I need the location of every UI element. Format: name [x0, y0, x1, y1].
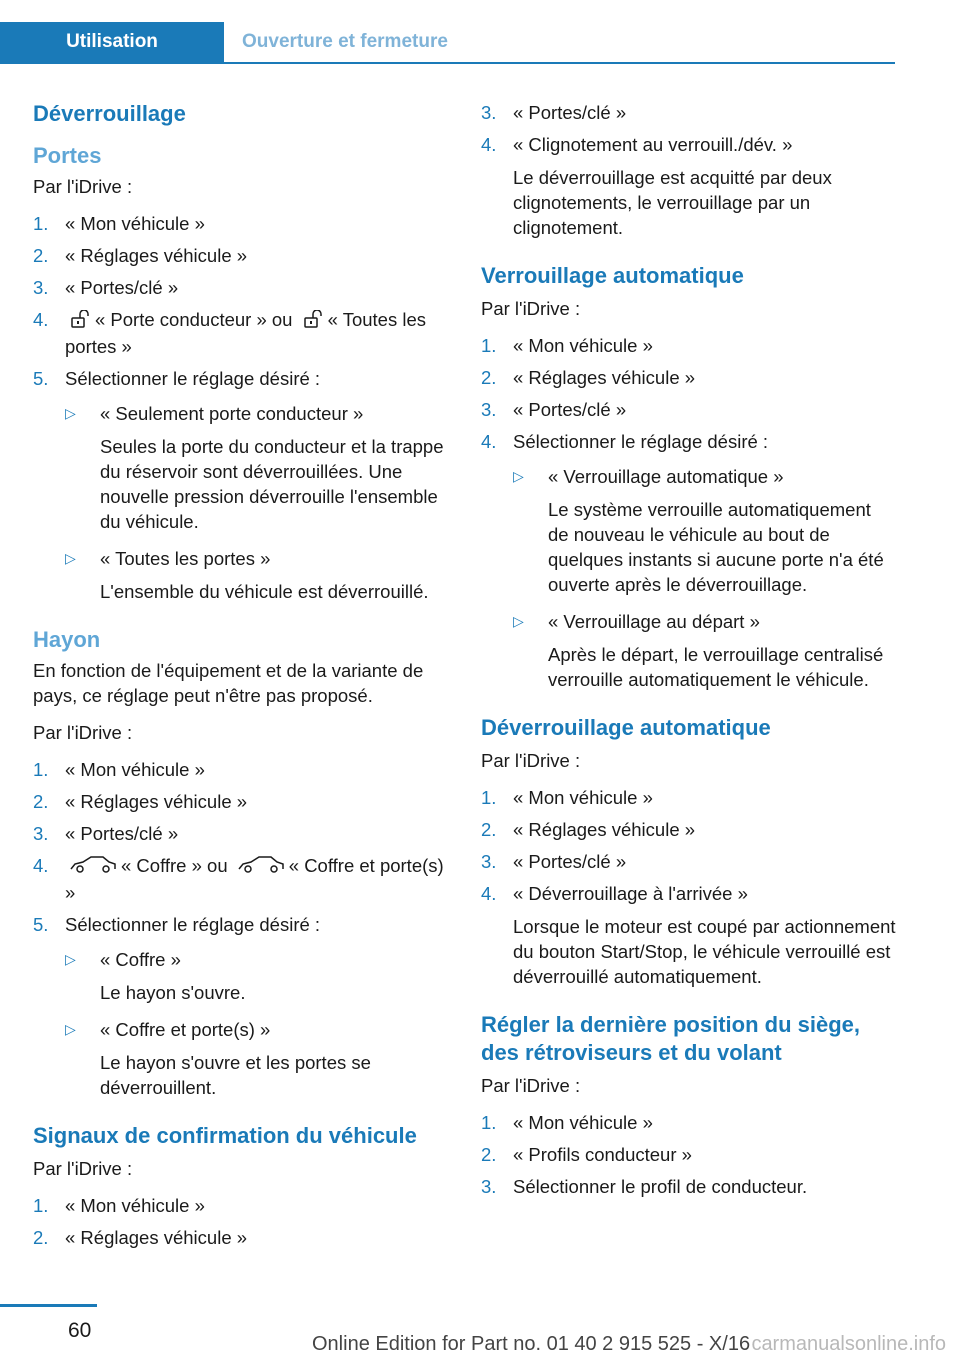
list-item: 1. « Mon véhicule »: [33, 213, 205, 234]
steps-list: [33, 1193, 453, 1250]
list-item: 3. « Portes/clé »: [481, 399, 627, 420]
list-item: 2. « Réglages véhicule »: [33, 790, 248, 812]
step-note: Lorsque le moteur est coupé par actionnement du bouton Start/Stop, le véhicule verrouillé est déverrouillé automatiquement.: [513, 916, 896, 987]
option-item: ▷ « Seulement porte conducteur » Seules la porte du conducteur et la trappe du réservoir sont déverrouillées. Une nouvelle pression déverrouille l'ensemble du véhicule.: [65, 402, 444, 532]
step-note: Le déverrouillage est acquitté par deux clignotements, le verrouillage par un clignotement.: [513, 167, 832, 238]
list-item: 3. Sélectionner le profil de conducteur.: [481, 1176, 808, 1197]
list-item: 3. « Portes/clé »: [33, 277, 179, 298]
intro-text: Par l'iDrive :: [33, 176, 133, 197]
intro-text: Par l'iDrive :: [481, 750, 581, 771]
list-item: 2. « Réglages véhicule »: [481, 367, 696, 388]
option-item: ▷ « Toutes les portes » L'ensemble du véhicule est déverrouillé.: [65, 547, 429, 602]
option-item: ▷ « Verrouillage automatique » Le système verrouille automatiquement de nouveau le véhicule au bout de quelques instants si aucune porte n'a été ouverte après le déverrouillage.: [513, 466, 884, 595]
triangle-bullet-icon: ▷: [65, 1020, 76, 1037]
tab-ouverture-fermeture[interactable]: Ouverture et fermeture: [242, 31, 448, 52]
steps-list: [481, 1110, 896, 1199]
unlock-icon: [69, 309, 91, 334]
steps-list: [481, 785, 896, 989]
steps-list: [481, 100, 896, 240]
list-item: 4. « Coffre » ou « Coffre et porte(s) »: [33, 854, 444, 903]
intro-text: Par l'iDrive :: [33, 721, 133, 743]
list-item: 5. Sélectionner le réglage désiré : ▷ « Seulement porte conducteur » Seules la porte du conducteur et la trappe du réservoir sont déverrouillées. Une nouvelle pression déverrouille l'ensemble du véhicule. ▷ « Toutes les portes » L'ensemble du véhicule est déverrouillé.: [33, 366, 453, 604]
list-item: 1. « Mon véhicule »: [481, 787, 653, 808]
triangle-bullet-icon: ▷: [65, 549, 76, 566]
car-trunk-icon: [69, 854, 117, 880]
list-item: 4. « Clignotement au verrouill./dév. » Le déverrouillage est acquitté par deux clignotements, le verrouillage par un clignotement.: [481, 132, 896, 240]
page-header: [0, 22, 895, 64]
subsection-title-portes: Portes: [33, 143, 102, 168]
right-column: [481, 100, 896, 1221]
triangle-bullet-icon: ▷: [513, 468, 524, 484]
options-list: [65, 401, 453, 604]
section-title-regler-position: Régler la dernière position du siège, des rétroviseurs et du volant: [481, 1012, 860, 1065]
list-item: 3. « Portes/clé »: [33, 822, 179, 844]
steps-list: [33, 757, 453, 1100]
intro-text: Par l'iDrive :: [33, 1157, 133, 1179]
list-item: 4. Sélectionner le réglage désiré : ▷ « Verrouillage automatique » Le système verrouille automatiquement de nouveau le véhicule au bout de quelques instants si aucune porte n'a été ouverte après le déverrouillage. ▷ « Verrouillage au départ » Après le départ, le verrouillage centralisé verrouille automatiquement le véhicule.: [481, 429, 896, 692]
list-item: 2. « Réglages véhicule »: [481, 819, 696, 840]
list-item: 1. « Mon véhicule »: [481, 335, 653, 356]
page-number-rule: [0, 1304, 97, 1307]
steps-list: [33, 211, 453, 604]
option-item: ▷ « Verrouillage au départ » Après le départ, le verrouillage centralisé verrouille automatiquement le véhicule.: [513, 611, 884, 690]
list-item: 3. « Portes/clé »: [481, 102, 627, 123]
list-item: 2. « Profils conducteur »: [481, 1144, 692, 1165]
intro-text: Par l'iDrive :: [481, 1075, 581, 1096]
section-title-verrouillage-auto: Verrouillage automatique: [481, 263, 744, 288]
triangle-bullet-icon: ▷: [513, 613, 524, 629]
options-list: [513, 464, 896, 692]
steps-list: [481, 333, 896, 692]
subsection-title-hayon: Hayon: [33, 626, 101, 652]
unlock-icon: [302, 309, 324, 334]
tab-utilisation[interactable]: Utilisation: [0, 22, 224, 62]
left-column: [33, 100, 453, 1272]
edition-footer: Online Edition for Part no. 01 40 2 915 525 - X/16: [312, 1333, 751, 1355]
options-list: [65, 947, 453, 1100]
triangle-bullet-icon: ▷: [65, 950, 76, 967]
list-item: 4. « Déverrouillage à l'arrivée » Lorsque le moteur est coupé par actionnement du bouton Start/Stop, le véhicule verrouillé est déverrouillé automatiquement.: [481, 883, 896, 987]
section-title-signaux: Signaux de confirmation du véhicule: [33, 1122, 417, 1148]
list-item: 1. « Mon véhicule »: [33, 1194, 205, 1216]
list-item: 5. Sélectionner le réglage désiré : ▷ « Coffre » Le hayon s'ouvre. ▷ « Coffre et porte(s) » Le hayon s'ouvre et les portes se déverrouillent.: [33, 912, 453, 1100]
list-item: 4. « Porte conducteur » ou « Toutes les portes »: [33, 309, 426, 357]
list-item: 2. « Réglages véhicule »: [33, 245, 248, 266]
car-trunk-icon: [237, 854, 285, 880]
list-item: 2. « Réglages véhicule »: [33, 1226, 248, 1248]
option-item: ▷ « Coffre et porte(s) » Le hayon s'ouvre et les portes se déverrouillent.: [65, 1018, 371, 1098]
list-item: 1. « Mon véhicule »: [33, 758, 205, 780]
note-text: En fonction de l'équipement et de la variante de pays, ce réglage peut n'être pas proposé.: [33, 659, 424, 706]
watermark: carmanualsonline.info: [751, 1333, 946, 1355]
triangle-bullet-icon: ▷: [65, 404, 76, 421]
intro-text: Par l'iDrive :: [481, 298, 581, 319]
page-number: 60: [68, 1319, 92, 1342]
list-item: 1. « Mon véhicule »: [481, 1112, 653, 1133]
list-item: 3. « Portes/clé »: [481, 851, 627, 872]
section-title-deverrouillage: Déverrouillage: [33, 101, 186, 126]
option-item: ▷ « Coffre » Le hayon s'ouvre.: [65, 948, 246, 1003]
section-title-deverrouillage-auto: Déverrouillage automatique: [481, 715, 771, 740]
